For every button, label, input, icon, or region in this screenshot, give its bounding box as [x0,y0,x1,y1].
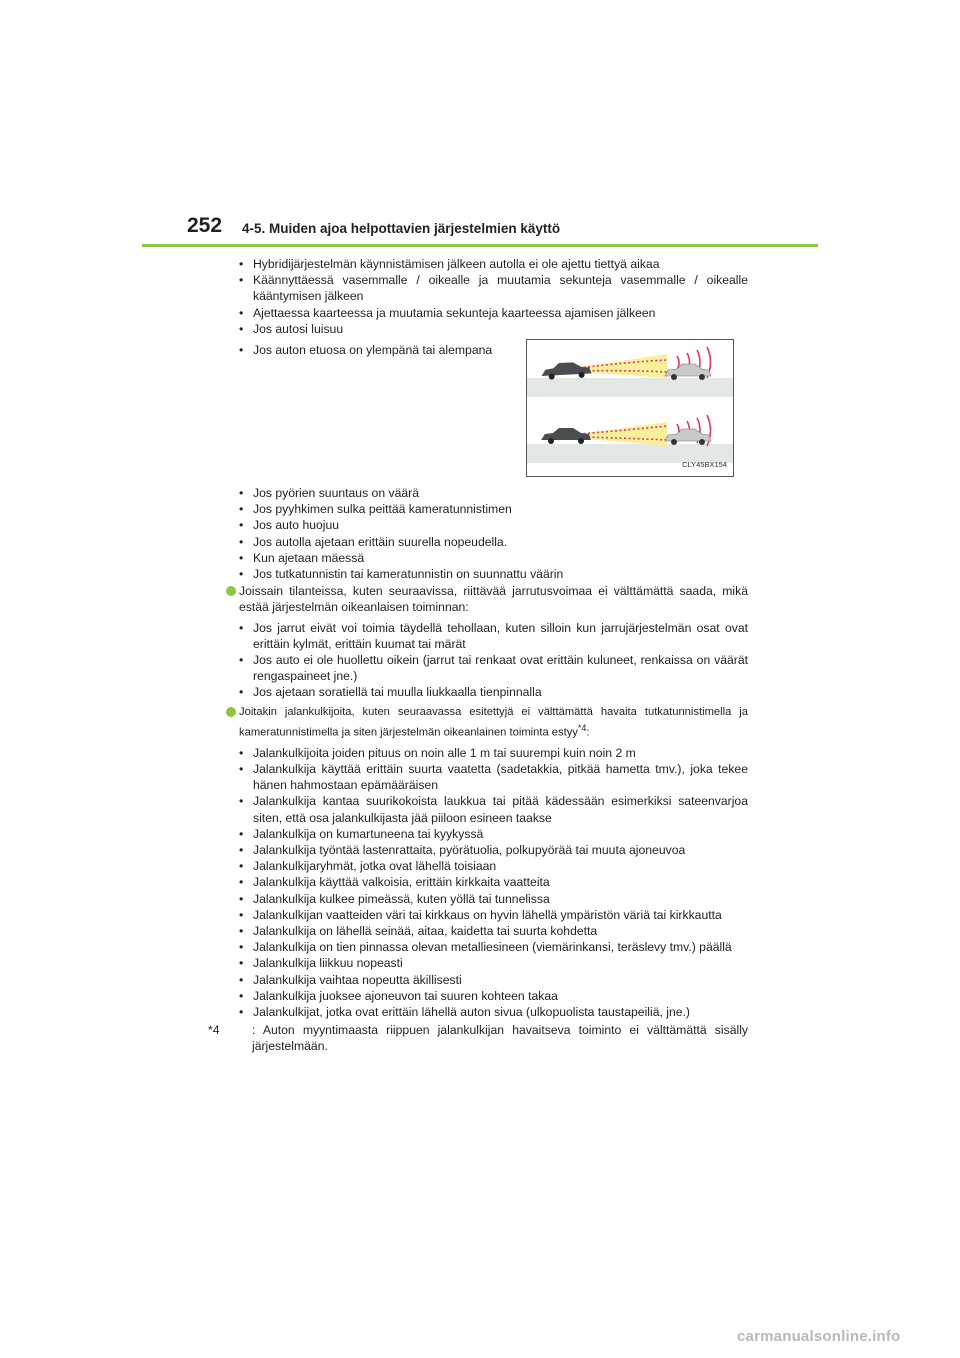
section-text: Joitakin jalankulkijoita, kuten seuraavassa esitettyjä ei välttämättä havaita tutkatunnistimella ja kameratunnistimella ja siten järjestelmän oikeanlainen toiminta estyy [239,705,748,739]
list-item: • Jos jarrut eivät voi toimia täydellä tehollaan, kuten silloin kun jarrujärjestelmän osat ovat erittäin kylmät, erittäin kuumat tai märät [228,620,748,652]
list-item: • Ajettaessa kaarteessa ja muutamia sekunteja kaarteessa ajamisen jälkeen [228,305,748,321]
list-item: • Jalankulkija juoksee ajoneuvon tai suuren kohteen takaa [228,988,748,1004]
list-item: • Jos tutkatunnistin tai kameratunnistin on suunnattu väärin [228,566,748,582]
section-bullet-icon [226,586,236,596]
list-item: • Jos autolla ajetaan erittäin suurella nopeudella. [228,534,748,550]
section-braking [228,583,748,615]
page-number: 252 [187,214,223,237]
section-text: Joissain tilanteissa, kuten seuraavissa, riittävää jarrutusvoimaa ei välttämättä saada, mikä estää järjestelmän oikeanlaisen toiminnan: [239,584,748,615]
list-item: • Jalankulkija on kumartuneena tai kyykyssä [228,826,748,842]
footnote [208,1022,748,1054]
braking-list [228,620,748,701]
section-bullet-icon [226,707,236,717]
figure-row [228,337,748,485]
list-item: • Jos autosi luisuu [228,321,748,337]
page-header [187,214,817,248]
list-item: • Jalankulkijat, jotka ovat erittäin lähellä auton sivua (ulkopuolista taustapeiliä, jne.) [228,1004,748,1020]
list-item: • Jalankulkija liikkuu nopeasti [228,955,748,971]
list-item: • Jos auto ei ole huollettu oikein (jarrut tai renkaat ovat erittäin kuluneet, renkaissa on väärät rengaspaineet jne.) [228,652,748,684]
list-item: • Käännyttäessä vasemmalle / oikealle ja muutamia sekunteja vasemmalle / oikealle kääntymisen jälkeen [228,272,748,304]
list-item: • Jos pyörien suuntaus on väärä [228,485,748,501]
header-rule [142,244,818,247]
list-item: • Jos auto huojuu [228,517,748,533]
condition-list-1 [228,256,748,337]
car-illustration-graphic [527,340,733,476]
list-item: • Jalankulkijaryhmät, jotka ovat lähellä toisiaan [228,858,748,874]
list-item: • Jalankulkija käyttää valkoisia, erittäin kirkkaita vaatteita [228,874,748,890]
car-tilt-illustration [526,339,734,477]
list-item: • Jalankulkija kulkee pimeässä, kuten yöllä tai tunnelissa [228,891,748,907]
condition-list-2 [228,485,748,582]
list-item: • Jalankulkija on tien pinnassa olevan metalliesineen (viemärinkansi, teräslevy tmv.) päällä [228,939,748,955]
list-item: • Kun ajetaan mäessä [228,550,748,566]
chapter-title: 4-5. Muiden ajoa helpottavien järjestelmien käyttö [242,221,561,236]
figure-label: CLY45BX154 [682,459,727,469]
section-pedestrians: Joitakin jalankulkijoita, kuten seuraavassa esitettyjä ei välttämättä havaita tutkatunnistimella ja kameratunnistimella ja siten järjestelmän oikeanlainen toiminta estyy$^{*4}$: [228,704,748,741]
list-item: • Jalankulkija käyttää erittäin suurta vaatetta (sadetakkia, pitkää hametta tmv.), joka tekee hänen hahmostaan epämääräisen [228,761,748,793]
list-item: • Jalankulkijoita joiden pituus on noin alle 1 m tai suurempi kuin noin 2 m [228,745,748,761]
list-item: • Jos pyyhkimen sulka peittää kameratunnistimen [228,501,748,517]
list-item: • Jalankulkija kantaa suurikokoista laukkua tai pitää kädessään esimerkiksi sateenvarjoa siten, että osa jalankulkijasta jää piiloon esineen taakse [228,793,748,825]
watermark: carmanualsonline.info [737,1328,901,1345]
pedestrian-list [228,745,748,1020]
page-content [208,256,748,1055]
footnote-ref: *4 [577,722,587,733]
list-item: • Jos ajetaan soratiellä tai muulla liukkaalla tienpinnalla [228,684,748,700]
list-item: • Jalankulkija vaihtaa nopeutta äkillisesti [228,972,748,988]
list-item: • Jalankulkijan vaatteiden väri tai kirkkaus on hyvin lähellä ympäristön väriä tai kirkkautta [228,907,748,923]
list-item: • Jalankulkija työntää lastenrattaita, pyörätuolia, polkupyörää tai muuta ajoneuvoa [228,842,748,858]
list-item: • Hybridijärjestelmän käynnistämisen jälkeen autolla ei ole ajettu tiettyä aikaa [228,256,748,272]
list-item: • Jos auton etuosa on ylempänä tai alempana [228,342,528,358]
footnote-text: : Auton myyntimaasta riippuen jalankulkijan havaitseva toiminto ei välttämättä sisälly järjestelmään. [252,1023,748,1054]
list-item: • Jalankulkija on lähellä seinää, aitaa, kaidetta tai suurta kohdetta [228,923,748,939]
footnote-mark: *4 [208,1023,220,1038]
